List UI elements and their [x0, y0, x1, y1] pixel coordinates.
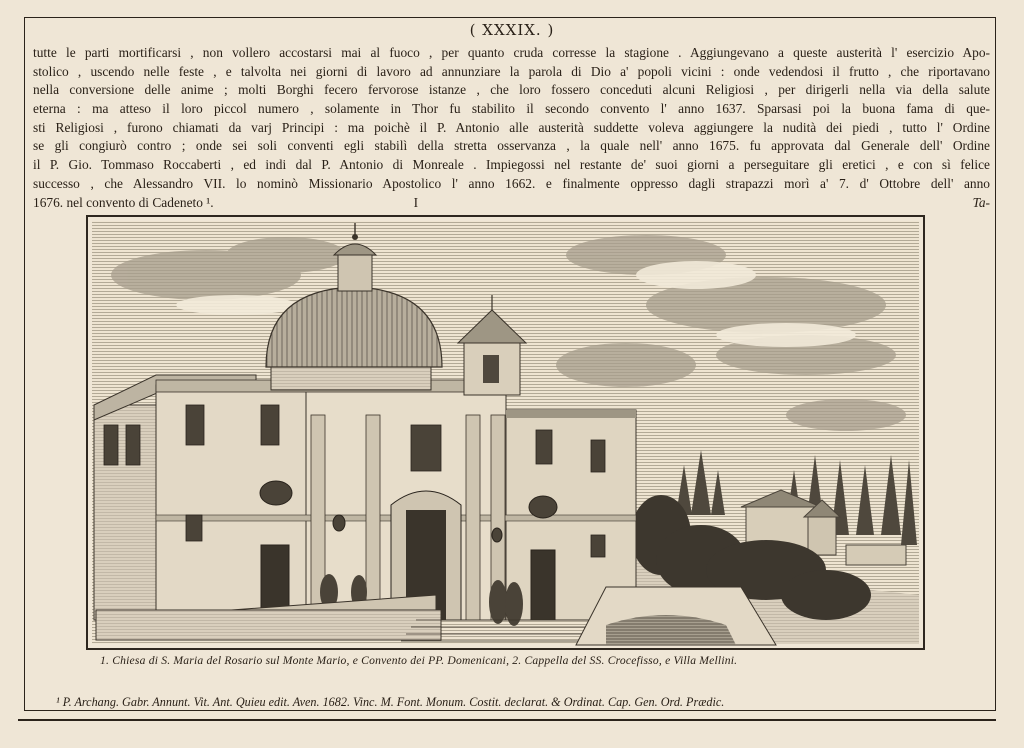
- cappella-crocefisso: [808, 515, 836, 555]
- text-line: tutte le parti mortificarsi , non vollero accostarsi mai al fuoco , per quanto cruda corresse la stagione . Aggiungevano a queste austerità l' esercizio Apo-: [33, 45, 990, 60]
- text-line: se gli congiurò contro ; onde sei soli conventi egli stabilì della stretta osservanza , la quale nell' anno 1675. fu approvata dal Generale dell' Ordine: [33, 138, 990, 154]
- lantern: [338, 253, 372, 291]
- column-mark: I: [413, 194, 419, 210]
- last-line-text: 1676. nel convento di Cadeneto ¹.: [33, 194, 214, 210]
- text-last-line: [33, 194, 990, 213]
- page-number: ( XXXIX. ): [469, 21, 555, 39]
- text-line: nella conversione delle anime ; molti Borghi fecero fervorose istanze , che loro fossero conceduti alcuni Religiosi , per dirigerli nella via della salute: [33, 82, 990, 98]
- text-line: il P. Gio. Tommaso Roccaberti , ed indi dal P. Antonio di Monreale . Impiegossi nel restante de' suoi giorni a perseguitare gli eretici , e con sì felice: [33, 157, 990, 173]
- bottom-rule: [18, 719, 996, 721]
- footnote: ¹ P. Archang. Gabr. Annunt. Vit. Ant. Quieu edit. Aven. 1682. Vinc. M. Font. Monum. Costit. declarat. & Ordinat. Cap. Gen. Ord. Prædic.: [56, 695, 725, 709]
- engraving-plate: [86, 215, 925, 650]
- right-door: [531, 550, 555, 620]
- plate-caption: 1. Chiesa di S. Maria del Rosario sul Monte Mario, e Convento dei PP. Domenicani, 2. Cappella del SS. Crocefisso, e Villa Mellini.: [100, 654, 738, 667]
- body-text: [33, 44, 990, 212]
- text-line: stolico , uscendo nelle feste , e talvolta nei giorni di lavoro ad annunziare la parola di Dio a' popoli vicini : onde vedendosi il frutto , che riportavano: [33, 63, 990, 79]
- catchword: Ta-: [972, 194, 990, 210]
- text-line: sti Religiosi , furono chiamati da varj Principi : ma poichè il P. Antonio alle austerità suddette voleva aggiungere la nudità dei piedi , tutto l' Ordine: [33, 119, 990, 135]
- text-line: successo , che Alessandro VII. lo nominò Missionario Apostolico l' anno 1662. e finalmente oppresso dagli strapazzi morì a' 7. d' Ottobre dell' anno: [33, 175, 990, 191]
- text-line: eterna : ma atteso il loro piccol numero , solamente in Thor fu stabilito il secondo convento l' anno 1637. Sparsasi poi la buona fama di que-: [33, 101, 990, 117]
